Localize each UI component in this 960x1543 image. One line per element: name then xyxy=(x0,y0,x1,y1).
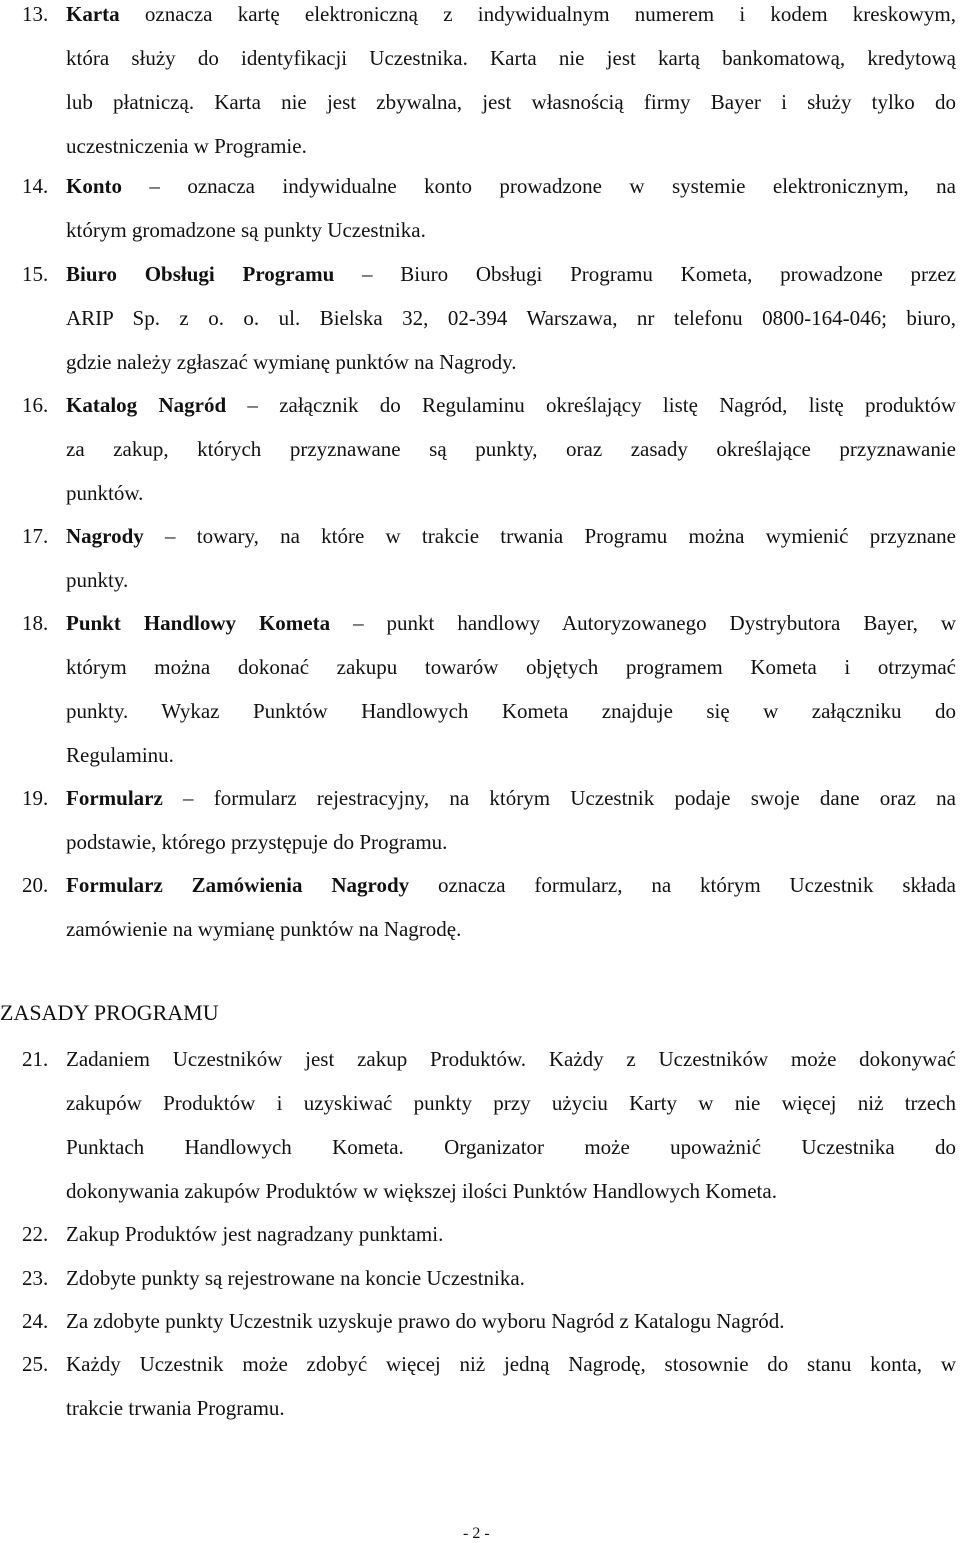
item-line: Biuro Obsługi Programu – Biuro Obsługi Programu Kometa, prowadzone przez xyxy=(66,262,956,286)
section-heading: ZASADY PROGRAMU xyxy=(0,1000,219,1025)
defined-term: Katalog Nagród xyxy=(66,393,227,417)
item-line: Formularz – formularz rejestracyjny, na którym Uczestnik podaje swoje dane oraz na xyxy=(66,786,956,810)
item-line: Regulaminu. xyxy=(66,743,174,767)
defined-term: Nagrody xyxy=(66,524,144,548)
defined-term: Punkt Handlowy Kometa xyxy=(66,611,331,635)
item-line: którym gromadzone są punkty Uczestnika. xyxy=(66,218,426,242)
item-line: Zakup Produktów jest nagradzany punktami. xyxy=(66,1222,444,1246)
item-line: podstawie, którego przystępuje do Programu. xyxy=(66,830,448,854)
item-line: zakupów Produktów i uzyskiwać punkty przy użyciu Karty w nie więcej niż trzech xyxy=(66,1091,956,1115)
item-line: Karta oznacza kartę elektroniczną z indywidualnym numerem i kodem kreskowym, xyxy=(66,2,956,26)
defined-term: Formularz xyxy=(66,786,163,810)
item-line: Nagrody – towary, na które w trakcie trwania Programu można wymienić przyznane xyxy=(66,524,956,548)
item-line: punktów. xyxy=(66,481,144,505)
item-line: Katalog Nagród – załącznik do Regulaminu określający listę Nagród, listę produktów xyxy=(66,393,956,417)
item-line: Za zdobyte punkty Uczestnik uzyskuje prawo do wyboru Nagród z Katalogu Nagród. xyxy=(66,1309,785,1333)
item-line: Punkt Handlowy Kometa – punkt handlowy Autoryzowanego Dystrybutora Bayer, w xyxy=(66,611,956,635)
item-number: 18. xyxy=(22,611,49,635)
defined-term: Karta xyxy=(66,2,120,26)
item-line: Punktach Handlowych Kometa. Organizator może upoważnić Uczestnika do xyxy=(66,1135,956,1159)
item-line: lub płatniczą. Karta nie jest zbywalna, jest własnością firmy Bayer i służy tylko do xyxy=(66,90,956,114)
item-line: Każdy Uczestnik może zdobyć więcej niż jedną Nagrodę, stosownie do stanu konta, w xyxy=(66,1352,956,1376)
item-line: za zakup, których przyznawane są punkty, oraz zasady określające przyznawanie xyxy=(66,437,956,461)
item-line: ARIP Sp. z o. o. ul. Bielska 32, 02-394 Warszawa, nr telefonu 0800-164-046; biuro, xyxy=(66,306,956,330)
item-number: 15. xyxy=(22,262,49,286)
item-number: 21. xyxy=(22,1047,49,1071)
item-line: dokonywania zakupów Produktów w większej ilości Punktów Handlowych Kometa. xyxy=(66,1179,777,1203)
item-line: Zdobyte punkty są rejestrowane na koncie Uczestnika. xyxy=(66,1266,525,1290)
item-line: punkty. Wykaz Punktów Handlowych Kometa znajduje się w załączniku do xyxy=(66,699,956,723)
defined-term: Biuro Obsługi Programu xyxy=(66,262,335,286)
item-line: zamówienie na wymianę punktów na Nagrodę. xyxy=(66,917,462,941)
item-line: Konto – oznacza indywidualne konto prowadzone w systemie elektronicznym, na xyxy=(66,174,956,198)
item-number: 16. xyxy=(22,393,49,417)
item-line: którym można dokonać zakupu towarów objętych programem Kometa i otrzymać xyxy=(66,655,956,679)
defined-term: Konto xyxy=(66,174,123,198)
item-number: 17. xyxy=(22,524,49,548)
item-number: 19. xyxy=(22,786,49,810)
item-line: uczestniczenia w Programie. xyxy=(66,134,307,158)
item-line: punkty. xyxy=(66,568,129,592)
item-line: trakcie trwania Programu. xyxy=(66,1396,285,1420)
item-number: 20. xyxy=(22,873,49,897)
page-number: - 2 - xyxy=(463,1525,490,1542)
defined-term: Formularz Zamówienia Nagrody xyxy=(66,873,410,897)
item-number: 23. xyxy=(22,1266,49,1290)
item-line: gdzie należy zgłaszać wymianę punktów na Nagrody. xyxy=(66,350,517,374)
item-number: 22. xyxy=(22,1222,49,1246)
item-number: 14. xyxy=(22,174,49,198)
item-line: Formularz Zamówienia Nagrody oznacza formularz, na którym Uczestnik składa xyxy=(66,873,956,897)
item-number: 24. xyxy=(22,1309,49,1333)
item-number: 25. xyxy=(22,1352,49,1376)
item-line: Zadaniem Uczestników jest zakup Produktów. Każdy z Uczestników może dokonywać xyxy=(66,1047,956,1071)
item-line: która służy do identyfikacji Uczestnika. Karta nie jest kartą bankomatową, kredytową xyxy=(66,46,956,70)
item-number: 13. xyxy=(22,2,49,26)
